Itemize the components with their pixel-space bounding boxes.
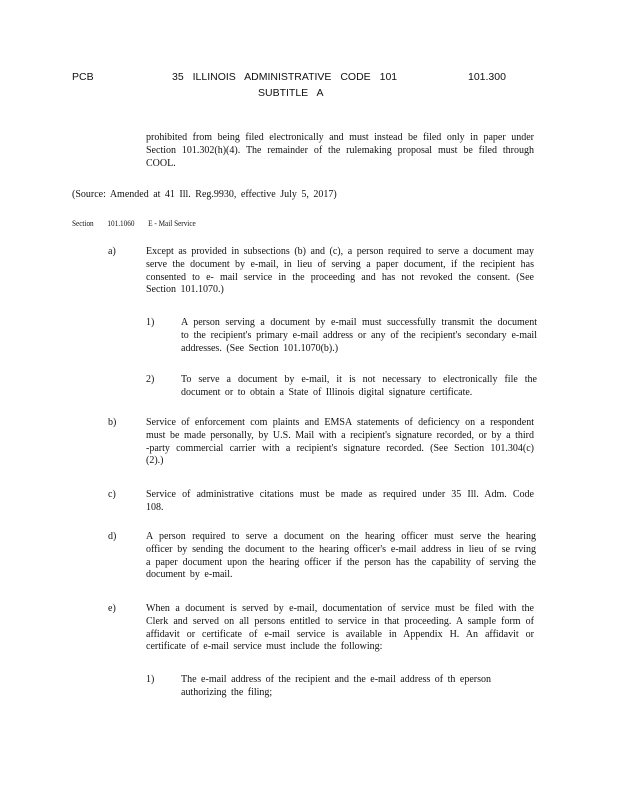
item-label: d) <box>108 531 117 542</box>
section-label: Section <box>72 218 94 228</box>
item-text: A person required to serve a document on the hearing officer must serve the hearing officer by sending the document to the hearing officer's e-mail address in lieu of se rving a paper document upon the hearing officer if the person has the capability of serving the document by e-mail. <box>146 531 536 581</box>
section-heading <box>72 218 208 228</box>
subitem-text: A person serving a document by e-mail must successfully transmit the document to the recipient's primary e-mail address or any of the recipient's secondary e-mail addresses. (See Section 101.1070(b).) <box>181 317 537 354</box>
subitem-label: 2) <box>146 374 155 385</box>
item-text: Service of enforcement com plaints and EMSA statements of deficiency on a respondent must be made personally, by U.S. Mail with a recipient's signature recorded, or by a third -party commercial carrier with a recipient's signature recorded. (See Section 101.304(c)(2).) <box>146 417 534 467</box>
item-label: c) <box>108 489 116 500</box>
subitem-text: The e-mail address of the recipient and the e-mail address of th eperson authorizing the filing; <box>181 674 492 698</box>
item-text: When a document is served by e-mail, documentation of service must be filed with the Clerk and served on all persons entitled to service in that proceeding. A sample form of affidavit or certificate of e-mail service is available in Appendix H. An affidavit or certificate of e-mail service must include the following: <box>146 603 534 653</box>
subitem-text: To serve a document by e-mail, it is not necessary to electronically file the document or to obtain a State of Illinois digital signature certificate. <box>181 374 537 398</box>
item-text: Service of administrative citations must be made as required under 35 Ill. Adm. Code 108. <box>146 489 534 513</box>
header-code-title: 35 ILLINOIS ADMINISTRATIVE CODE 101 <box>172 71 398 83</box>
subitem-label: 1) <box>146 317 155 328</box>
item-label: b) <box>108 417 117 428</box>
continuation-paragraph: prohibited from being filed electronically and must instead be filed only in paper under Section 101.302(h)(4). The remainder of the rulemaking proposal must be filed through COOL. <box>146 132 534 169</box>
subitem-label: 1) <box>146 674 155 685</box>
section-code: 101.1060 <box>107 218 135 228</box>
item-label: a) <box>108 246 116 257</box>
item-text: Except as provided in subsections (b) and (c), a person required to serve a document may serve the document by e-mail, in lieu of serving a paper document, if the recipient has consented to e- mail service in the proceeding and has not revoked the consent. (See Section 101.1070.) <box>146 246 534 296</box>
header-agency: PCB <box>72 71 94 83</box>
section-title: E - Mail Service <box>148 218 196 228</box>
item-label: e) <box>108 603 116 614</box>
header-subtitle: SUBTITLE A <box>258 87 324 99</box>
header-section-number: 101.300 <box>468 71 506 83</box>
source-note: (Source: Amended at 41 Ill. Reg.9930, effective July 5, 2017) <box>72 189 337 200</box>
